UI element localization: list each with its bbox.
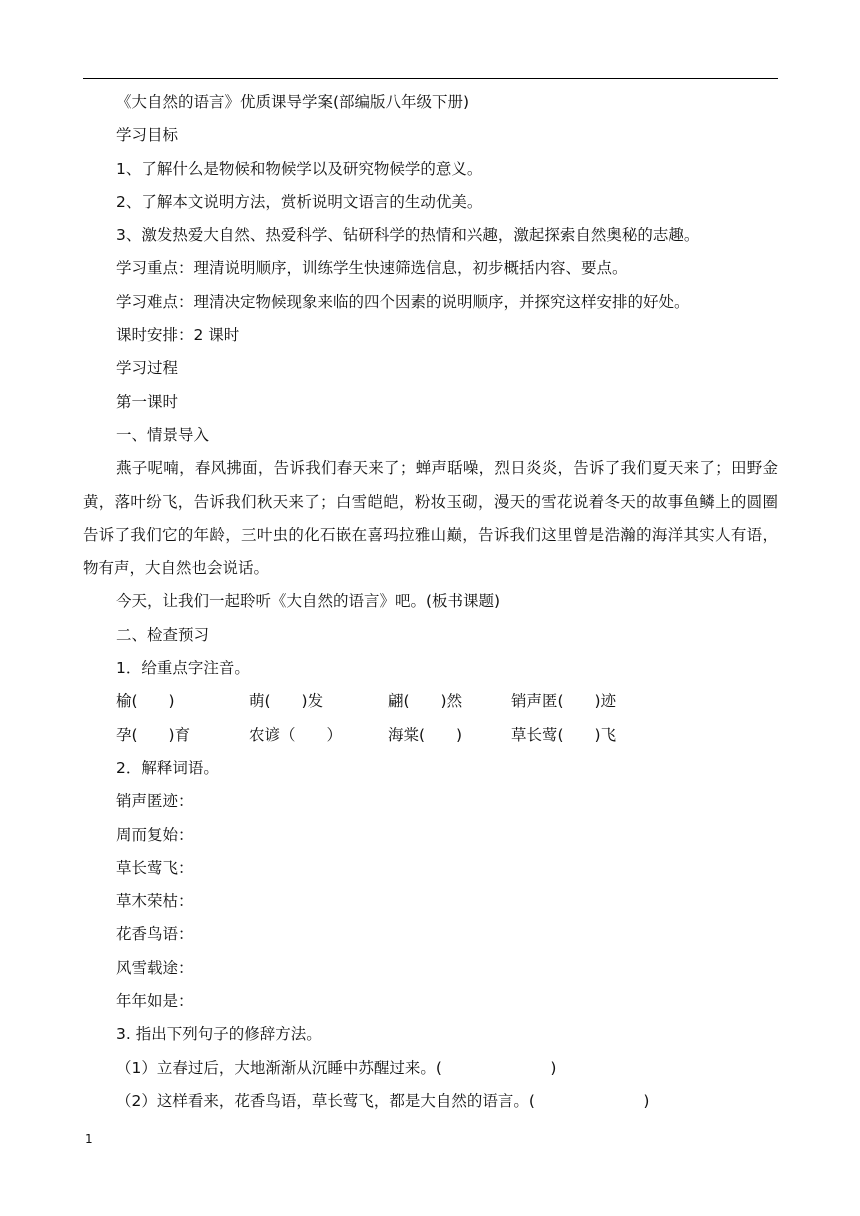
sentence-item: （2）这样看来，花香鸟语，草长莺飞，都是大自然的语言。( )	[116, 1091, 650, 1110]
header-rule	[83, 78, 778, 79]
phonetic-item: 榆( )	[116, 692, 175, 711]
term-item: 年年如是：	[116, 992, 194, 1011]
phonetic-item: 海棠( )	[388, 725, 463, 744]
intro-paragraph: 燕子呢喃，春风拂面，告诉我们春天来了；蝉声聒噪，烈日炎炎，告诉了我们夏天来了；田野金黄，落叶纷飞，告诉我们秋天来了；白雪皑皑，粉妆玉砌，漫天的雪花说着冬天的故事鱼鳞上的圆圈告诉了我们它的年龄，三叶虫的化石嵌在喜玛拉雅山巅，告诉我们这里曾是浩瀚的海洋其实人有语，物有声，大自然也会说话。	[83, 459, 778, 578]
doc-title: 《大自然的语言》优质课导学案(部编版八年级下册)	[116, 93, 470, 111]
sentence-item: （1）立春过后，大地渐渐从沉睡中苏醒过来。( )	[116, 1058, 557, 1077]
today-line: 今天，让我们一起聆听《大自然的语言》吧。(板书课题)	[116, 592, 501, 611]
term-item: 花香鸟语：	[116, 925, 194, 944]
phonetic-item: 萌( )发	[249, 692, 324, 711]
schedule: 课时安排：2 课时	[116, 326, 240, 345]
term-item: 周而复始：	[116, 825, 194, 844]
term-item: 草木荣枯：	[116, 892, 194, 911]
phonetic-item: 草长莺( )飞	[511, 725, 617, 744]
phonetics-row	[83, 685, 778, 718]
term-item: 销声匿迹：	[116, 792, 194, 811]
goal-item: 3、激发热爱大自然、热爱科学、钻研科学的热情和兴趣，激起探索自然奥秘的志趣。	[116, 226, 700, 245]
question-2: 2．解释词语。	[116, 758, 219, 777]
phonetics-row	[83, 719, 778, 752]
goal-item: 2、了解本文说明方法，赏析说明文语言的生动优美。	[116, 192, 483, 211]
difficulty: 学习难点：理清决定物候现象来临的四个因素的说明顺序，并探究这样安排的好处。	[116, 292, 690, 311]
document-body	[83, 86, 778, 1118]
question-1: 1．给重点字注音。	[116, 659, 250, 678]
question-3: 3. 指出下列句子的修辞方法。	[116, 1025, 322, 1044]
lesson-heading: 第一课时	[116, 392, 179, 411]
goal-item: 1、了解什么是物候和物候学以及研究物候学的意义。	[116, 159, 483, 178]
section-heading: 一、情景导入	[116, 425, 210, 444]
phonetic-item: 孕( )育	[116, 725, 191, 744]
page-number: 1	[85, 1132, 93, 1146]
phonetic-item: 销声匿( )迹	[511, 692, 617, 711]
phonetic-item: 农谚（ ）	[249, 725, 343, 744]
phonetic-item: 翩( )然	[388, 692, 463, 711]
term-item: 草长莺飞：	[116, 858, 194, 877]
key-point: 学习重点：理清说明顺序，训练学生快速筛选信息，初步概括内容、要点。	[116, 259, 628, 278]
section-heading: 二、检查预习	[116, 625, 210, 644]
goals-heading: 学习目标	[116, 126, 179, 145]
term-item: 风雪载途：	[116, 958, 194, 977]
process-heading: 学习过程	[116, 359, 179, 378]
